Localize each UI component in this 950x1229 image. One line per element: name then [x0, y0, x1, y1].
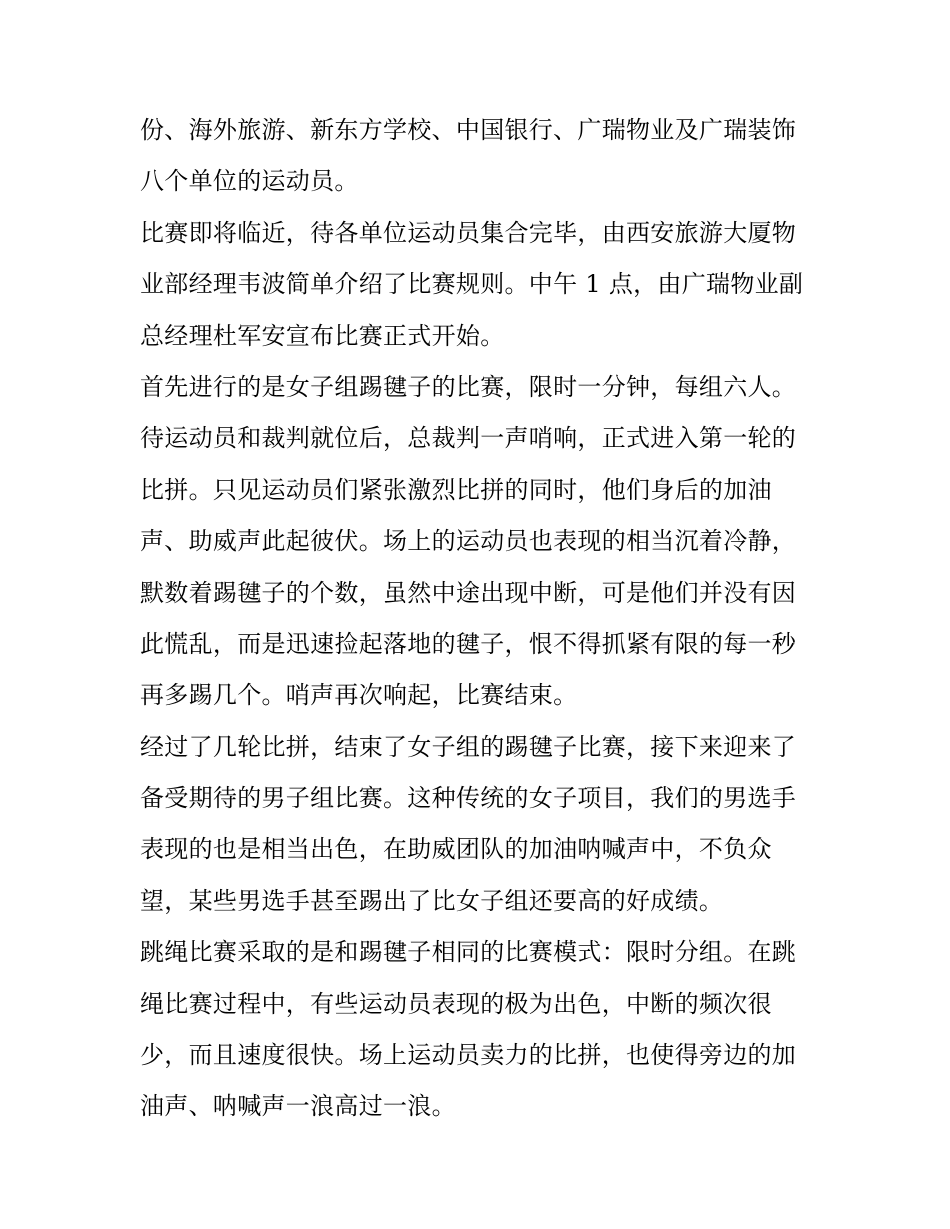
text-line: 八个单位的运动员。 — [140, 167, 359, 196]
text-line: 默数着踢毽子的个数，虽然中途出现中断，可是他们并没有因 — [140, 578, 797, 607]
text-line: 再多踢几个。哨声再次响起，比赛结束。 — [140, 681, 578, 710]
text-line: 油声、呐喊声一浪高过一浪。 — [140, 1092, 456, 1121]
text-line: 声、助威声此起彼伏。场上的运动员也表现的相当沉着冷静， — [140, 527, 797, 556]
text-line: 望，某些男选手甚至踢出了比女子组还要高的好成绩。 — [140, 886, 724, 915]
text-line: 份、海外旅游、新东方学校、中国银行、广瑞物业及广瑞装饰 — [140, 116, 797, 144]
text-line: 表现的也是相当出色，在助威团队的加油呐喊声中，不负众 — [140, 835, 772, 864]
text-line: 业部经理韦波简单介绍了比赛规则。中午 1 点，由广瑞物业副 — [140, 270, 804, 299]
text-line: 首先进行的是女子组踢毽子的比赛，限时一分钟，每组六人。 — [140, 372, 797, 401]
text-line: 备受期待的男子组比赛。这种传统的女子项目，我们的男选手 — [140, 784, 797, 813]
text-line: 此慌乱，而是迅速捡起落地的毽子，恨不得抓紧有限的每一秒 — [140, 629, 797, 658]
text-line: 比拼。只见运动员们紧张激烈比拼的同时，他们身后的加油 — [140, 475, 772, 504]
text-line: 总经理杜军安宣布比赛正式开始。 — [140, 321, 505, 350]
document-body — [140, 105, 820, 1133]
text-line: 跳绳比赛采取的是和踢毽子相同的比赛模式：限时分组。在跳 — [140, 938, 797, 967]
text-line: 少，而且速度很快。场上运动员卖力的比拼，也使得旁边的加 — [140, 1041, 797, 1070]
text-line: 绳比赛过程中，有些运动员表现的极为出色，中断的频次很 — [140, 989, 772, 1018]
text-line: 待运动员和裁判就位后，总裁判一声哨响，正式进入第一轮的 — [140, 424, 797, 453]
text-line: 比赛即将临近，待各单位运动员集合完毕，由西安旅游大厦物 — [140, 218, 797, 247]
text-line: 经过了几轮比拼，结束了女子组的踢毽子比赛，接下来迎来了 — [140, 732, 797, 761]
